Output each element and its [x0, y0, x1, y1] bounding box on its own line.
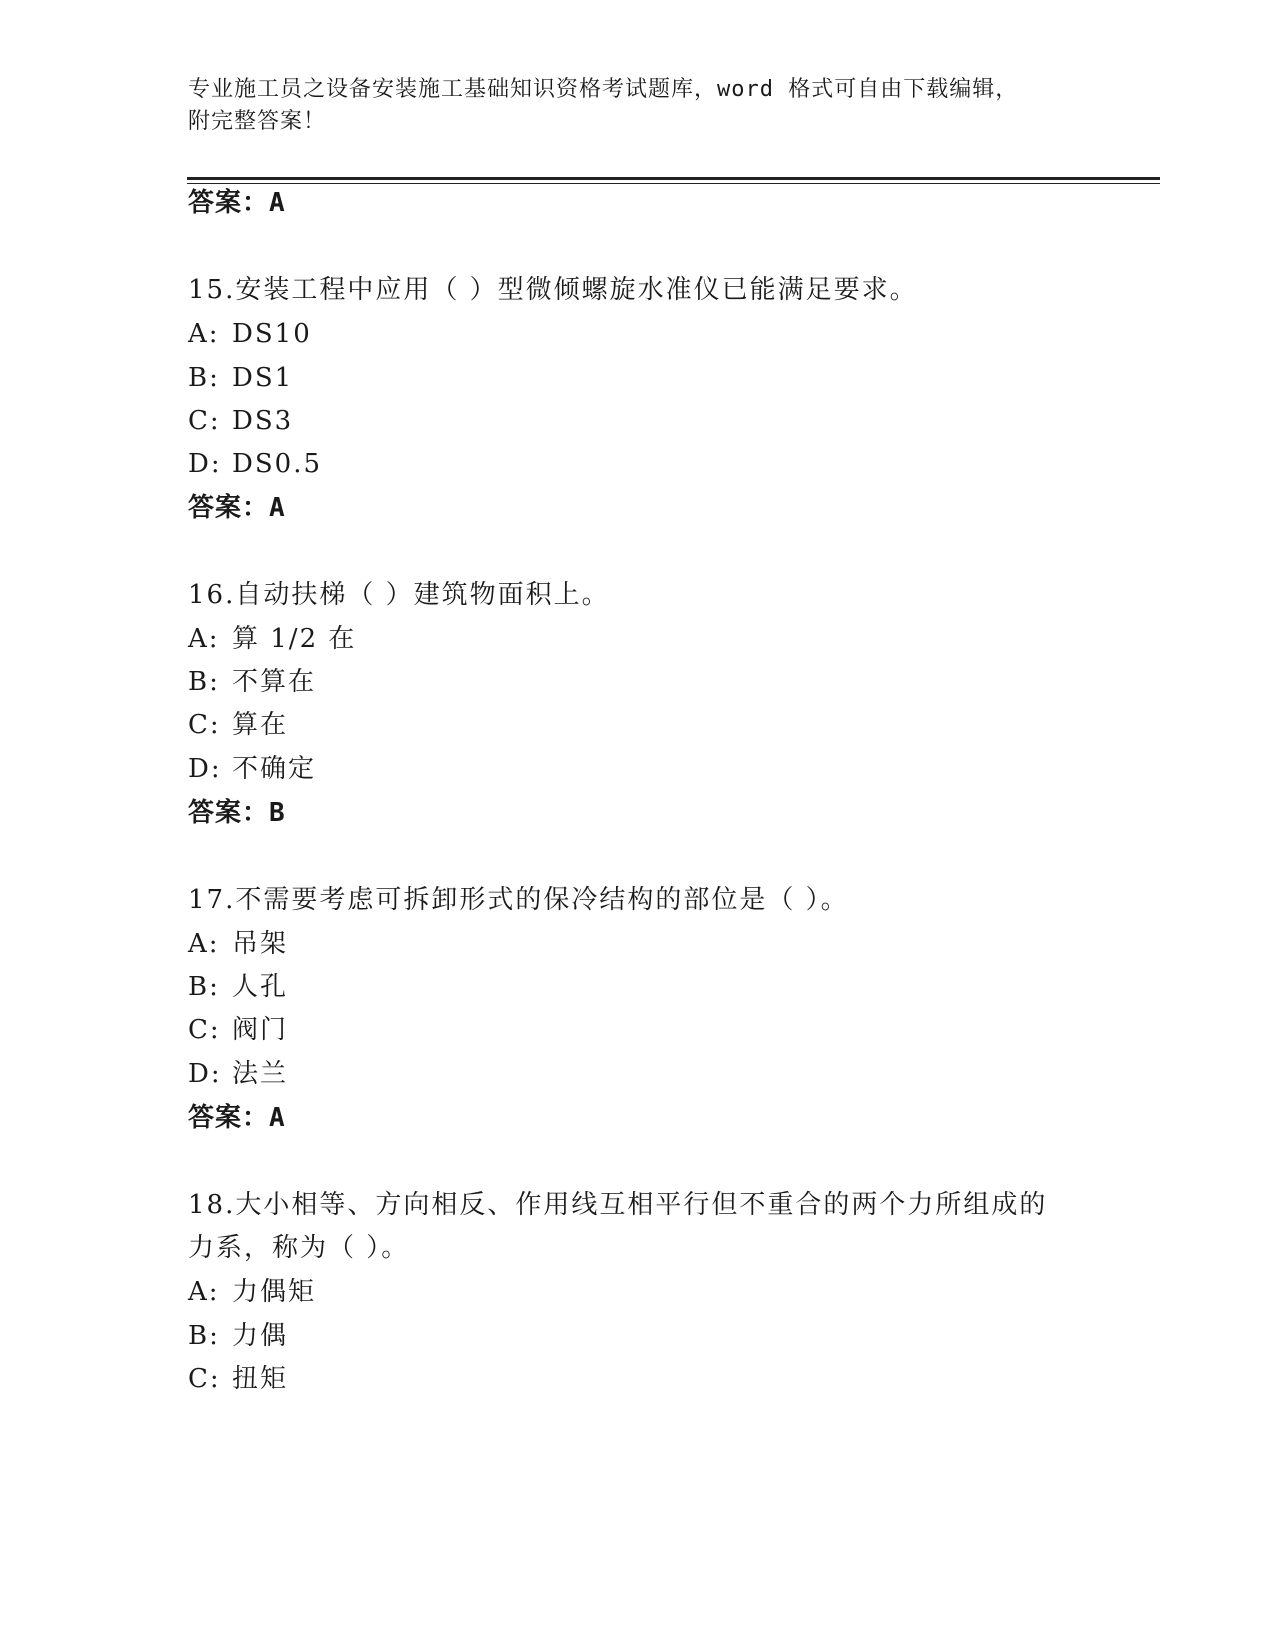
option-key: D:	[188, 449, 222, 479]
option-text: 吊架	[232, 929, 289, 959]
option-key: D:	[188, 1059, 222, 1089]
question-15-option-b	[188, 361, 293, 395]
header-line-1: 专业施工员之设备安装施工基础知识资格考试题库，word 格式可自由下载编辑，	[188, 77, 1019, 102]
question-17-option-a	[188, 927, 288, 961]
question-16-option-d	[188, 752, 316, 786]
option-text: 阀门	[232, 1015, 289, 1045]
option-text: 力偶	[232, 1321, 289, 1351]
question-17-option-c	[188, 1013, 288, 1047]
option-text: 人孔	[232, 972, 289, 1002]
option-text: 法兰	[232, 1059, 289, 1089]
option-text: DS3	[232, 406, 294, 436]
option-text: 力偶矩	[232, 1277, 317, 1307]
question-17-option-b	[188, 970, 288, 1004]
question-16-option-b	[188, 665, 316, 699]
question-18-option-a	[188, 1275, 316, 1309]
option-key: A:	[188, 319, 220, 349]
question-15-option-a	[188, 317, 312, 351]
option-key: A:	[188, 624, 220, 654]
question-17-stem: 17.不需要考虑可拆卸形式的保冷结构的部位是（ ）。	[188, 885, 849, 915]
option-text: 算 1/2 在	[232, 624, 357, 654]
option-text: DS10	[232, 319, 312, 349]
question-15-option-d	[188, 447, 322, 481]
question-16-option-a	[188, 622, 356, 656]
previous-answer: 答案：A	[188, 188, 286, 218]
question-17-option-d	[188, 1057, 288, 1091]
question-15-stem: 15.安装工程中应用（ ）型微倾螺旋水准仪已能满足要求。	[188, 275, 918, 305]
header-rule-thin	[187, 183, 1160, 184]
option-key: C:	[188, 1015, 221, 1045]
option-key: C:	[188, 1364, 221, 1394]
option-text: 算在	[232, 710, 289, 740]
question-18-stem-line-2: 力系，称为（ ）。	[188, 1233, 410, 1263]
option-text: 扭矩	[232, 1364, 289, 1394]
option-text: DS0.5	[232, 449, 323, 479]
option-key: B:	[188, 1321, 220, 1351]
question-15-answer: 答案：A	[188, 493, 286, 523]
header-rule	[187, 177, 1160, 180]
question-18-stem-line-1: 18.大小相等、方向相反、作用线互相平行但不重合的两个力所组成的	[188, 1190, 1048, 1220]
question-16-option-c	[188, 708, 288, 742]
option-key: B:	[188, 667, 220, 697]
option-key: B:	[188, 363, 220, 393]
header-line-2: 附完整答案！	[188, 109, 327, 134]
question-17-answer: 答案：A	[188, 1103, 286, 1133]
option-text: DS1	[232, 363, 294, 393]
option-key: C:	[188, 710, 221, 740]
option-text: 不确定	[232, 754, 317, 784]
question-16-answer: 答案：B	[188, 798, 286, 828]
question-18-option-b	[188, 1319, 288, 1353]
option-key: A:	[188, 929, 220, 959]
option-key: D:	[188, 754, 222, 784]
option-key: B:	[188, 972, 220, 1002]
document-header	[188, 74, 1088, 138]
option-text: 不算在	[232, 667, 317, 697]
option-key: A:	[188, 1277, 220, 1307]
question-16-stem: 16.自动扶梯（ ）建筑物面积上。	[188, 580, 610, 610]
question-18-option-c	[188, 1362, 288, 1396]
question-15-option-c	[188, 404, 293, 438]
option-key: C:	[188, 406, 221, 436]
